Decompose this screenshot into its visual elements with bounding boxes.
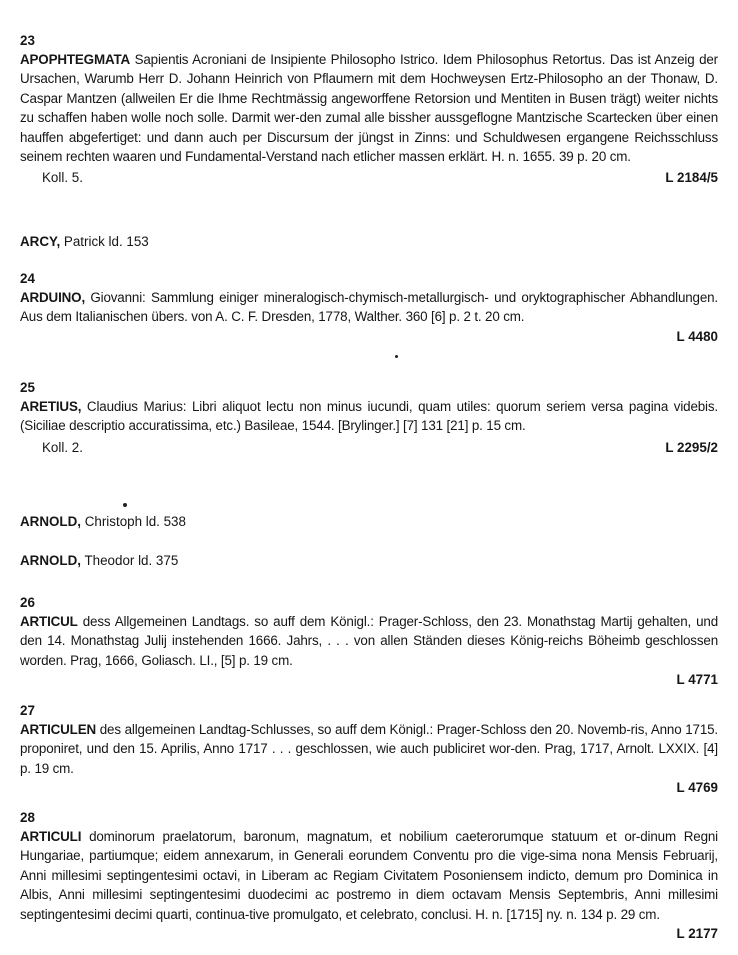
cross-reference-arnold-theodor xyxy=(20,551,718,570)
shelfmark: L 2295/2 xyxy=(665,439,718,455)
shelfmark: L 4769 xyxy=(676,780,718,796)
entry-text xyxy=(20,50,718,166)
entry-description: des allgemeinen Landtag-Schlusses, so auff dem Königl.: Prager-Schloss den 20. Novemb-ris, Anno 1715. proponiret, und den 15. Aprilis, Anno 1717 . . . geschlossen, wie auch publiciret wor-den. Prag, 1717, Arnolt. LXXIX. [4] p. 19 cm. xyxy=(20,722,718,776)
shelfmark: L 4771 xyxy=(676,672,718,688)
entry-footer xyxy=(20,778,718,798)
xref-heading: ARCY, xyxy=(20,234,61,249)
xref-text: Patrick ld. 153 xyxy=(60,234,149,249)
shelfmark: L 2184/5 xyxy=(665,170,718,186)
catalog-entry-28 xyxy=(20,808,718,944)
cross-reference-arcy xyxy=(20,232,718,251)
xref-text: Theodor ld. 375 xyxy=(81,553,179,568)
entry-footer xyxy=(20,438,718,458)
catalog-entry-27 xyxy=(20,701,718,798)
xref-heading: ARNOLD, xyxy=(20,514,81,529)
entry-number: 24 xyxy=(20,271,35,286)
entry-footer xyxy=(20,924,718,944)
catalog-entry-26 xyxy=(20,593,718,690)
entry-heading: APOPHTEGMATA xyxy=(20,52,131,67)
xref-text: Christoph ld. 538 xyxy=(81,514,186,529)
scan-speck xyxy=(395,355,398,358)
entry-number: 26 xyxy=(20,595,35,610)
entry-description: Claudius Marius: Libri aliquot lectu non minus iucundi, quam utiles: quorum seriem versa pagina videbis. (Siciliae descriptio accuratissima, etc.) Basileae, 1544. [Brylinger.] [7] 131 [21] p. 15 cm. xyxy=(20,399,718,434)
catalog-entry-24 xyxy=(20,269,718,347)
entry-heading: ARTICUL xyxy=(20,614,78,629)
entry-footer xyxy=(20,327,718,347)
xref-heading: ARNOLD, xyxy=(20,553,81,568)
entry-heading: ARTICULEN xyxy=(20,722,97,737)
entry-text xyxy=(20,827,718,924)
koll-note: Koll. 2. xyxy=(42,439,83,455)
entry-heading: ARETIUS, xyxy=(20,399,82,414)
entry-text xyxy=(20,397,718,436)
shelfmark: L 2177 xyxy=(676,926,718,942)
catalog-entry-23 xyxy=(20,31,718,188)
cross-reference-arnold-christoph xyxy=(20,512,718,531)
entry-footer xyxy=(20,168,718,188)
entry-heading: ARTICULI xyxy=(20,829,82,844)
entry-number: 25 xyxy=(20,380,35,395)
entry-number: 27 xyxy=(20,703,35,718)
entry-text xyxy=(20,720,718,778)
entry-heading: ARDUINO, xyxy=(20,290,86,305)
entry-text xyxy=(20,612,718,670)
shelfmark: L 4480 xyxy=(676,328,718,344)
entry-description: dess Allgemeinen Landtags. so auff dem Königl.: Prager-Schloss, den 23. Monathstag Martij gehalten, und den 14. Monathstag Julij instehenden 1666. Jahrs, . . . von allen Ständen dieses König-reichs Böheimb geschlossen worden. Prag, 1666, Goliasch. LI., [5] p. 19 cm. xyxy=(20,614,718,668)
koll-note: Koll. 5. xyxy=(42,170,83,186)
entry-description: Sapientis Acroniani de Insipiente Philosopho Istrico. Idem Philosophus Retortus. Das ist Anzeig der Ursachen, Warumb Herr D. Johann Heinrich von Pflaumern mit dem Hochweysen Ertz-Philosopho an der Thonaw, D. Caspar Mantzen (allweilen Er die Ihme Rechtmässig angeworffene Retorsion und Mentiten in Busen trägt) weiter nichts zu schaffen haben wolle noch solle. Darmit wer-den zumal alle bissher aussgeflogne Mantzische Scartecken über einen hauffen abgefertiget: und dann auch per Discursum der jüngst in Zinns: und Schuldwesen ergangene Reichsschluss seinem rechten waaren und Fundamental-Verstand nach etlicher massen erklärt. H. n. 1655. 39 p. 20 cm. xyxy=(20,52,718,165)
entry-description: dominorum praelatorum, baronum, magnatum, et nobilium caeterorumque statuum et or-dinum Regni Hungariae, partiumque; eidem annexarum, in Generali eorundem Conventu pro die vige-sima nona Mensis Februarij, Anni millesimi septingentesimi octavi, in Liberam ac Regiam Civitatem Posoniensem indicto, demum pro Dominica in Albis, Anni millesimi septingentesimi duodecimi ac postremo in diem octavam Mensis Septembris, Anni millesimi septingentesimi decimi quarti, continua-tive promulgato, et celebrato, conclusi. H. n. [1715] ny. n. 134 p. 29 cm. xyxy=(20,829,718,922)
catalog-entry-25 xyxy=(20,378,718,458)
entry-footer xyxy=(20,670,718,690)
entry-text xyxy=(20,288,718,327)
entry-number: 28 xyxy=(20,810,35,825)
entry-description: Giovanni: Sammlung einiger mineralogisch-chymisch-metallurgisch- und oryktographischer Abhandlungen. Aus dem Italianischen übers. von A. C. F. Dresden, 1778, Walther. 360 [6] p. 2 t. 20 cm. xyxy=(20,290,718,325)
scan-speck xyxy=(123,503,127,507)
entry-number: 23 xyxy=(20,33,35,48)
